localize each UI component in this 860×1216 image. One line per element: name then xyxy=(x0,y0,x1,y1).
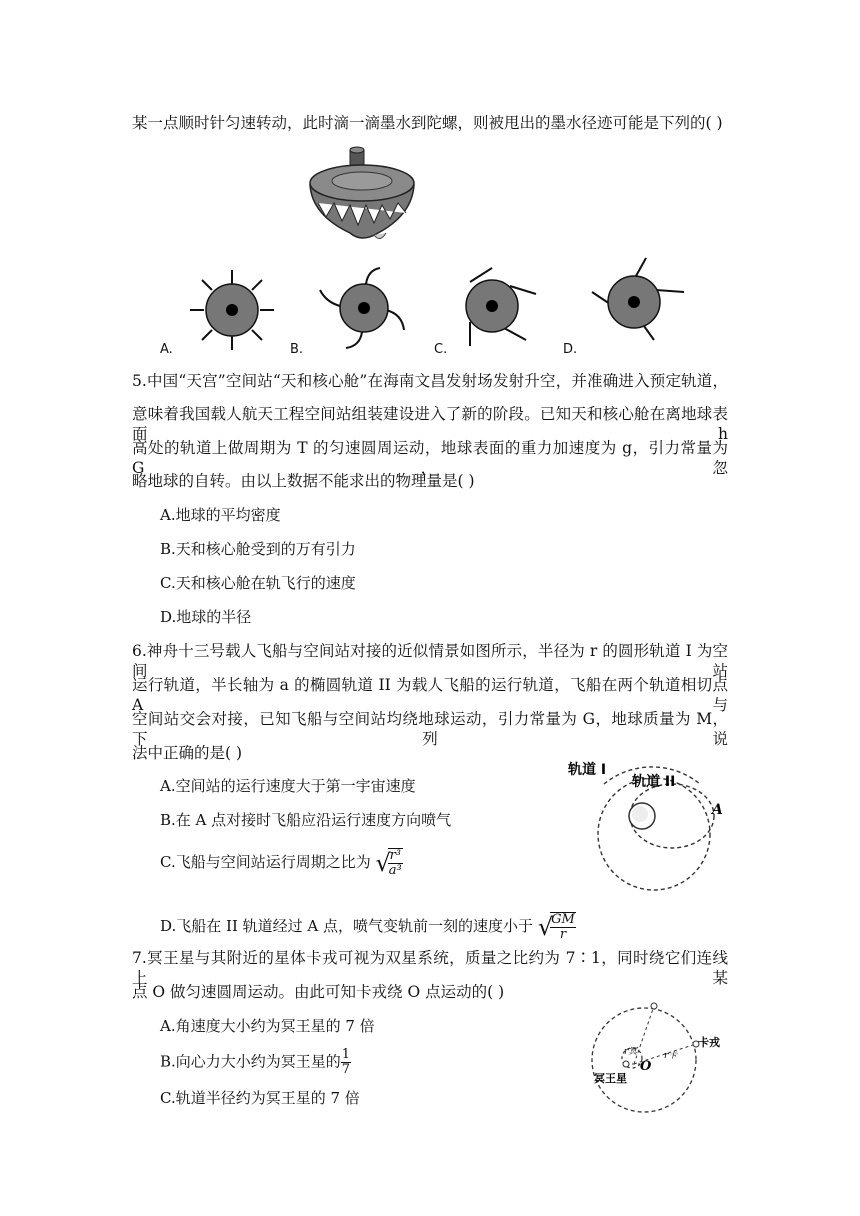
option-d-label: D. xyxy=(563,342,578,357)
q6-line3: 空间站交会对接，已知飞船与空间站均绕地球运动，引力常量为 G，地球质量为 M，下列说 xyxy=(132,710,728,748)
point-a-label: A xyxy=(712,802,723,818)
q5-line4: 略地球的自转。由以上数据不能求出的物理量是( ) xyxy=(132,472,475,490)
q7-option-a: A.角速度大小约为冥王星的 7 倍 xyxy=(160,1017,375,1035)
fraction-denominator: r xyxy=(559,927,567,942)
q6-line2: 运行轨道，半长轴为 a 的椭圆轨道 II 为载人飞船的运行轨道，飞船在两个轨道相切点 A 与 xyxy=(132,676,728,714)
orbit-1-label: 轨道 I xyxy=(568,762,607,778)
q6-option-d: D.飞船在 II 轨道经过 A 点，喷气变轨前一刻的速度小于 √ $\frac{GM}{r}$ xyxy=(160,912,575,942)
q7-option-b-text: B.向心力大小约为冥王星的 xyxy=(160,1052,341,1071)
q6-line1: 6.神舟十三号载人飞船与空间站对接的近似情景如图所示，半径为 r 的圆形轨道 I 为空间站 xyxy=(132,642,728,680)
orbit-2-label: 轨道 II xyxy=(632,774,676,790)
q5-option-c: C.天和核心舱在轨飞行的速度 xyxy=(160,574,356,592)
option-b-figure xyxy=(316,266,412,350)
fraction-numerator: GM xyxy=(551,912,575,927)
q6-option-d-fraction xyxy=(550,912,576,942)
q6-option-a: A.空间站的运行速度大于第一宇宙速度 xyxy=(160,777,416,795)
q6-option-c-text: C.飞船与空间站运行周期之比为 xyxy=(160,853,371,871)
q6-option-c-fraction xyxy=(388,848,403,878)
fraction-denominator: a³ xyxy=(388,863,402,878)
fraction-numerator: 1 xyxy=(341,1047,351,1062)
charon-label: 卡戎 xyxy=(698,1036,720,1049)
q7-line2: 点 O 做匀速圆周运动。由此可知卡戎绕 O 点运动的( ) xyxy=(132,983,505,1001)
q5-line2: 意味着我国载人航天工程空间站组装建设进入了新的阶段。已知天和核心舱在离地球表面 h xyxy=(132,405,728,443)
q5-option-b: B.天和核心舱受到的万有引力 xyxy=(160,540,356,558)
q6-option-d-text: D.飞船在 II 轨道经过 A 点，喷气变轨前一刻的速度小于 xyxy=(160,917,534,935)
q5-line3: 高处的轨道上做周期为 T 的匀速圆周运动，地球表面的重力加速度为 g，引力常量为 G，忽 xyxy=(132,439,728,477)
option-b-label: B. xyxy=(290,342,304,357)
q5-line1: 5.中国“天宫”空间站“天和核心舱”在海南文昌发射场发射升空，并准确进入预定轨道， xyxy=(132,372,728,390)
option-d-figure xyxy=(588,256,688,346)
q4-stem: 某一点顺时针匀速转动，此时滴一滴墨水到陀螺，则被甩出的墨水径迹可能是下列的( ) xyxy=(132,114,723,132)
q6-line4: 法中正确的是( ) xyxy=(132,744,243,762)
r-pluto-label: r冥 xyxy=(624,1047,638,1057)
center-o-label: O xyxy=(640,1059,652,1074)
binary-star-figure xyxy=(586,998,736,1118)
q6-option-b: B.在 A 点对接时飞船应沿运行速度方向喷气 xyxy=(160,811,452,829)
fraction-numerator: r³ xyxy=(389,848,401,863)
option-a-figure xyxy=(186,268,278,352)
option-c-figure xyxy=(444,264,544,348)
pluto-label: 冥王星 xyxy=(594,1072,627,1085)
q7-line1: 7.冥王星与其附近的星体卡戎可视为双星系统，质量之比约为 7∶1，同时绕它们连线上某 xyxy=(132,949,728,987)
spinning-top-figure xyxy=(300,145,430,245)
q7-option-b-fraction xyxy=(341,1048,351,1077)
q7-option-c: C.轨道半径约为冥王星的 7 倍 xyxy=(160,1089,360,1107)
r-charon-label: r卡 xyxy=(664,1051,678,1061)
q5-option-a: A.地球的平均密度 xyxy=(160,506,281,524)
q6-option-c: C.飞船与空间站运行周期之比为 √ $\frac{\text{r³}}{\text{a³}}$ xyxy=(160,848,402,878)
option-c-label: C. xyxy=(434,342,448,357)
orbit-figure xyxy=(560,760,740,880)
option-a-label: A. xyxy=(160,342,173,357)
q5-option-d: D.地球的半径 xyxy=(160,608,252,626)
q7-option-b xyxy=(160,1048,351,1077)
fraction-denominator: 7 xyxy=(341,1062,351,1077)
